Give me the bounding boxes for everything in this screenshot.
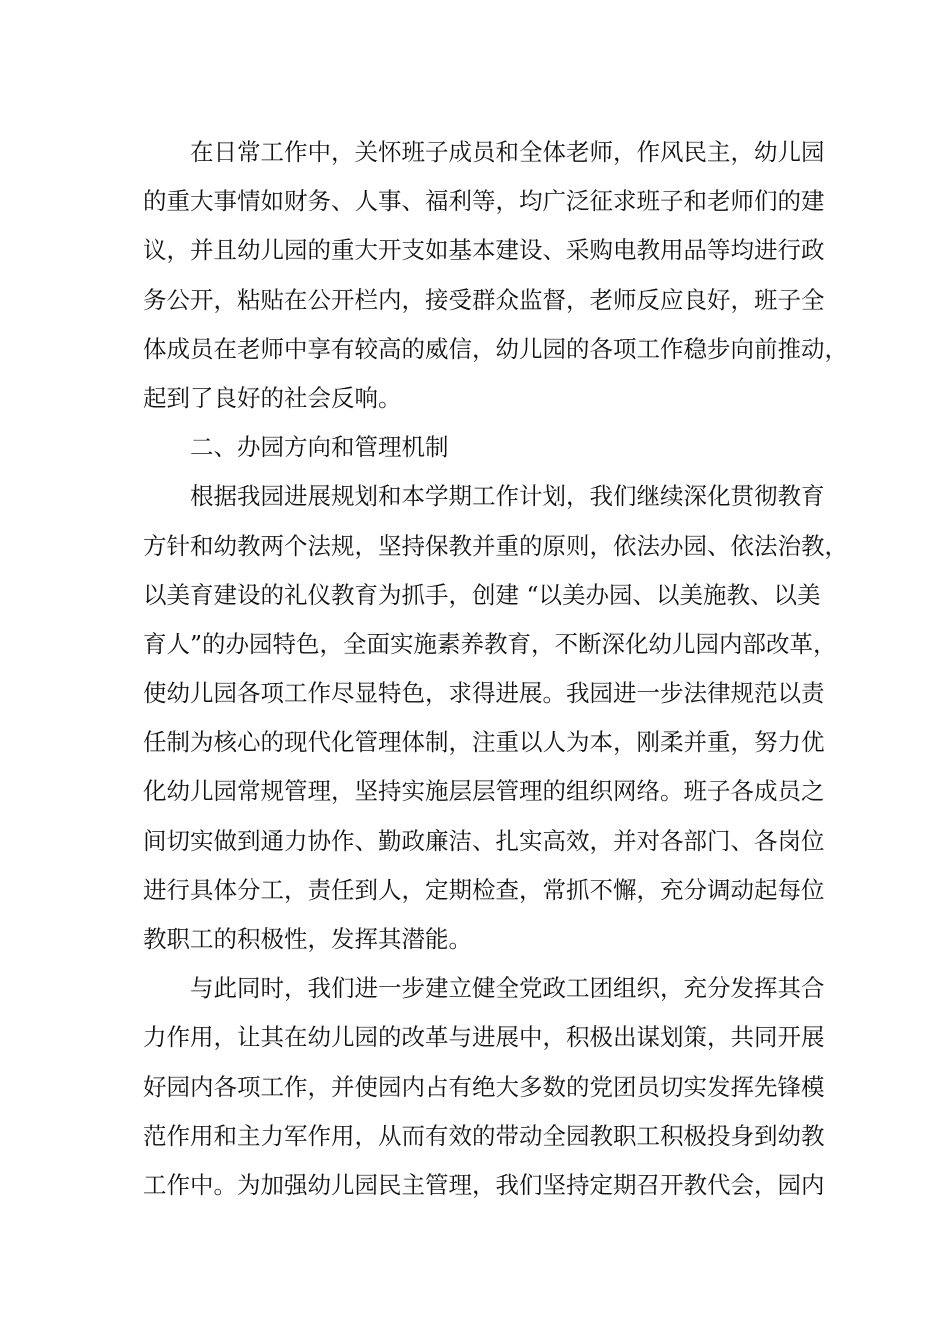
paragraph-2-line-3: 以美育建设的礼仪教育为抓手，创建 “以美办园、以美施教、以美 (143, 580, 821, 609)
paragraph-1-line-5: 体成员在老师中享有较高的威信，幼儿园的各项工作稳步向前推动， (143, 334, 848, 363)
paragraph-3-line-2: 力作用，让其在幼儿园的改革与进展中，积极出谋划策，共同开展 (143, 1023, 825, 1052)
paragraph-3-line-1: 与此同时，我们进一步建立健全党政工团组织，充分发挥其合 (190, 974, 825, 1003)
paragraph-3-line-3: 好园内各项工作，并使园内占有绝大多数的党团员切实发挥先锋模 (143, 1072, 825, 1101)
paragraph-2-line-10: 教职工的积极性，发挥其潜能。 (143, 925, 472, 953)
paragraph-2-line-4: 育人”的办园特色，全面实施素养教育，不断深化幼儿园内部改革， (143, 629, 837, 658)
paragraph-2-line-9: 进行具体分工，责任到人，定期检查，常抓不懈，充分调动起每位 (143, 875, 825, 904)
paragraph-3-line-4: 范作用和主力军作用，从而有效的带动全园教职工积极投身到幼教 (143, 1121, 825, 1150)
paragraph-2-line-6: 任制为核心的现代化管理体制，注重以人为本，刚柔并重，努力优 (143, 728, 825, 757)
paragraph-3-line-5: 工作中。为加强幼儿园民主管理，我们坚持定期召开教代会，园内 (143, 1170, 825, 1199)
paragraph-2-line-2: 方针和幼教两个法规，坚持保教并重的原则，依法办园、依法治教， (143, 531, 848, 560)
paragraph-1-line-2: 的重大事情如财务、人事、福利等，均广泛征求班子和老师们的建 (143, 187, 825, 216)
paragraph-1-line-4: 务公开，粘贴在公开栏内，接受群众监督，老师反应良好，班子全 (143, 285, 825, 314)
paragraph-1-line-6: 起到了良好的社会反响。 (143, 383, 402, 412)
paragraph-1-line-3: 议，并且幼儿园的重大开支如基本建设、采购电教用品等均进行政 (143, 236, 825, 265)
section-heading: 二、办园方向和管理机制 (190, 433, 449, 462)
paragraph-2-line-8: 间切实做到通力协作、勤政廉洁、扎实高效，并对各部门、各岗位 (143, 826, 825, 855)
paragraph-2-line-5: 使幼儿园各项工作尽显特色，求得进展。我园进一步法律规范以责 (143, 679, 825, 708)
document-body (143, 128, 848, 1210)
paragraph-2-line-7: 化幼儿园常规管理，坚持实施层层管理的组织网络。班子各成员之 (143, 777, 825, 806)
paragraph-1-line-1: 在日常工作中，关怀班子成员和全体老师，作风民主，幼儿园 (190, 138, 825, 166)
paragraph-2-line-1: 根据我园进展规划和本学期工作计划，我们继续深化贯彻教育 (190, 482, 825, 511)
